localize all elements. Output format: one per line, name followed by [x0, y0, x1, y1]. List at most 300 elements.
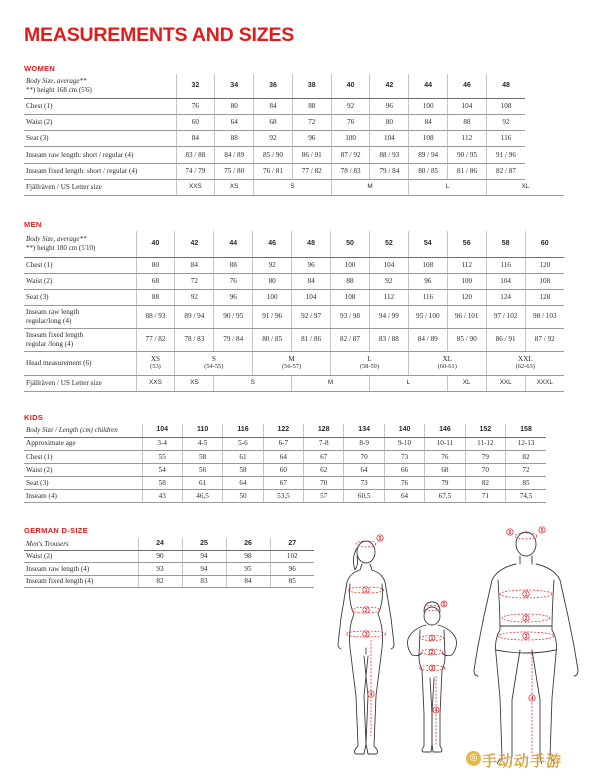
german-row-label: Inseam fixed length (4)	[24, 575, 138, 588]
men-cell: 112	[369, 289, 408, 305]
men-cell: 78 / 83	[175, 328, 214, 351]
women-cell: 81 / 86	[448, 163, 487, 179]
men-cell: 87 / 92	[525, 328, 564, 351]
marker-child-height	[441, 601, 447, 608]
men-head-cell	[331, 351, 409, 375]
women-header-row	[24, 74, 564, 98]
men-cell: 97 / 102	[486, 305, 525, 328]
men-cell: 116	[486, 257, 525, 273]
kids-cell: 64	[344, 463, 384, 476]
svg-text:3: 3	[364, 631, 368, 638]
german-cell: 95	[226, 563, 270, 576]
men-head-cell	[253, 351, 331, 375]
women-row	[24, 131, 564, 147]
men-size-header: 56	[447, 231, 486, 257]
men-cell: 88	[136, 289, 175, 305]
german-cell: 96	[270, 563, 314, 576]
page-title: MEASUREMENTS AND SIZES	[24, 24, 295, 46]
men-cell: 88	[214, 257, 253, 273]
german-size-header: 27	[270, 538, 314, 550]
men-cell: 83 / 88	[369, 328, 408, 351]
men-cell: 86 / 91	[486, 328, 525, 351]
svg-text:1: 1	[364, 587, 368, 594]
svg-text:4: 4	[530, 695, 534, 702]
german-size-header: 26	[226, 538, 270, 550]
men-head-range: (53)	[150, 363, 161, 370]
marker-woman-inseam	[368, 691, 374, 698]
women-cell: 80	[370, 114, 409, 130]
german-header-row	[24, 538, 314, 550]
men-row-label-line1: Inseam fixed length	[26, 331, 84, 339]
men-cell: 85 / 90	[447, 328, 486, 351]
women-header-line1: Body Size, average**	[26, 77, 87, 86]
men-size-header: 42	[175, 231, 214, 257]
kids-cell: 79	[465, 450, 505, 463]
german-cell: 85	[270, 575, 314, 588]
marker-man-seat	[523, 633, 529, 640]
women-cell: 84	[254, 98, 293, 114]
men-size-header: 58	[486, 231, 525, 257]
men-cell: 84 / 89	[408, 328, 447, 351]
kids-cell: 70	[465, 463, 505, 476]
men-row	[24, 273, 564, 289]
women-cell: 84 / 89	[215, 147, 254, 163]
men-letter-row	[24, 375, 564, 391]
body-measurement-figures	[330, 518, 588, 764]
german-row	[24, 550, 314, 563]
svg-text:6: 6	[508, 529, 512, 536]
kids-cell: 12-13	[506, 437, 546, 450]
men-cell: 90 / 95	[214, 305, 253, 328]
men-cell: 128	[525, 289, 564, 305]
kids-cell: 73	[344, 477, 384, 490]
kids-cell: 58	[223, 463, 263, 476]
kids-cell: 70	[304, 477, 344, 490]
women-cell: 100	[409, 98, 448, 114]
men-letter-cell: XXXL	[525, 375, 564, 391]
kids-cell: 62	[304, 463, 344, 476]
men-letter-cell: XL	[447, 375, 486, 391]
men-row	[24, 328, 564, 351]
men-cell: 84	[175, 257, 214, 273]
kids-size-header: 116	[223, 424, 263, 437]
kids-cell: 61	[182, 477, 222, 490]
women-cell: 68	[254, 114, 293, 130]
kids-cell: 55	[142, 450, 182, 463]
men-head-row	[24, 351, 564, 375]
kids-cell: 46,5	[182, 490, 222, 503]
men-head-size: XL	[442, 354, 453, 363]
women-cell: 104	[370, 131, 409, 147]
women-cell: 92	[486, 114, 525, 130]
women-cell: 87 / 92	[331, 147, 370, 163]
women-cell: 77 / 82	[292, 163, 331, 179]
kids-cell: 72	[506, 463, 546, 476]
women-letter-cell: M	[331, 179, 409, 195]
watermark: 手动动手游	[482, 752, 563, 770]
men-head-range: (58-59)	[359, 363, 380, 370]
women-row	[24, 114, 564, 130]
svg-text:2: 2	[524, 615, 528, 622]
women-cell: 76	[331, 114, 370, 130]
kids-cell: 43	[142, 490, 182, 503]
kids-cell: 74,5	[506, 490, 546, 503]
svg-text:5: 5	[540, 527, 544, 534]
kids-row-label: Approximate age	[24, 437, 142, 450]
kids-cell: 6-7	[263, 437, 303, 450]
marker-man-height	[539, 527, 545, 534]
men-cell: 124	[486, 289, 525, 305]
men-cell: 80	[253, 273, 292, 289]
kids-cell: 71	[465, 490, 505, 503]
kids-size-table	[24, 424, 546, 503]
kids-cell: 67	[263, 477, 303, 490]
kids-size-header: 104	[142, 424, 182, 437]
women-cell: 76 / 81	[254, 163, 293, 179]
women-row	[24, 163, 564, 179]
marker-woman-seat	[363, 631, 369, 638]
women-cell: 108	[486, 98, 525, 114]
men-letter-cell: S	[214, 375, 292, 391]
german-cell: 83	[182, 575, 226, 588]
men-cell: 82 / 87	[331, 328, 370, 351]
marker-child-waist	[429, 649, 435, 656]
kids-row-label: Chest (1)	[24, 450, 142, 463]
kids-size-header: 134	[344, 424, 384, 437]
women-cell: 86 / 91	[292, 147, 331, 163]
men-header-line2: **) height 180 cm (5'10)	[26, 243, 96, 252]
men-size-header: 60	[525, 231, 564, 257]
women-size-header: 32	[176, 74, 215, 98]
men-letter-cell: XXS	[136, 375, 175, 391]
women-cell: 72	[292, 114, 331, 130]
men-cell: 108	[408, 257, 447, 273]
men-cell: 92	[369, 273, 408, 289]
men-row-label-line1: Inseam raw length	[26, 308, 80, 316]
women-letter-label: Fjällräven / US Letter size	[24, 179, 176, 195]
marker-man-waist	[523, 615, 529, 622]
women-cell: 116	[486, 131, 525, 147]
men-letter-cell: L	[369, 375, 447, 391]
men-cell: 108	[525, 273, 564, 289]
kids-size-header: 140	[384, 424, 424, 437]
kids-row-label: Waist (2)	[24, 463, 142, 476]
men-cell: 76	[214, 273, 253, 289]
men-row-label	[24, 305, 136, 328]
german-header-label: Men's Trousers	[24, 538, 138, 550]
men-row	[24, 289, 564, 305]
german-cell: 90	[138, 550, 182, 563]
women-cell: 100	[331, 131, 370, 147]
men-cell: 88	[331, 273, 370, 289]
kids-row	[24, 450, 546, 463]
women-cell: 60	[176, 114, 215, 130]
men-size-header: 46	[253, 231, 292, 257]
women-cell: 78 / 83	[331, 163, 370, 179]
german-cell: 84	[226, 575, 270, 588]
men-cell: 77 / 82	[136, 328, 175, 351]
kids-row	[24, 463, 546, 476]
german-cell: 82	[138, 575, 182, 588]
men-size-header: 44	[214, 231, 253, 257]
men-row-label: Seat (3)	[24, 289, 136, 305]
kids-cell: 3-4	[142, 437, 182, 450]
men-size-header: 52	[369, 231, 408, 257]
women-cell: 80	[215, 98, 254, 114]
women-letter-cell: XXS	[176, 179, 215, 195]
men-head-size: M	[288, 354, 295, 363]
women-size-header: 34	[215, 74, 254, 98]
women-cell: 92	[331, 98, 370, 114]
women-letter-cell: XS	[215, 179, 254, 195]
men-cell: 81 / 86	[292, 328, 331, 351]
women-letter-cell: L	[409, 179, 487, 195]
men-letter-cell: M	[292, 375, 370, 391]
men-cell: 95 / 100	[408, 305, 447, 328]
women-cell: 88	[448, 114, 487, 130]
men-cell: 100	[253, 289, 292, 305]
men-header-row	[24, 231, 564, 257]
women-row-label: Inseam raw length: short / regular (4)	[24, 147, 176, 163]
men-cell: 98 / 103	[525, 305, 564, 328]
kids-cell: 67	[304, 450, 344, 463]
women-cell: 83 / 88	[176, 147, 215, 163]
men-size-header: 50	[331, 231, 370, 257]
men-cell: 120	[447, 289, 486, 305]
kids-cell: 68	[425, 463, 465, 476]
marker-woman-height	[377, 535, 383, 542]
kids-cell: 85	[506, 477, 546, 490]
german-cell: 98	[226, 550, 270, 563]
women-cell: 76	[176, 98, 215, 114]
german-row-label: Inseam raw length (4)	[24, 563, 138, 576]
men-header-line1: Body Size, average**	[26, 235, 87, 244]
marker-child-inseam	[433, 707, 439, 714]
kids-size-header: 146	[425, 424, 465, 437]
kids-size-header: 152	[465, 424, 505, 437]
men-cell: 94 / 99	[369, 305, 408, 328]
women-cell: 96	[292, 131, 331, 147]
watermark-badge-icon: ◎	[466, 751, 481, 766]
women-size-table	[24, 74, 564, 196]
men-size-table	[24, 231, 564, 392]
kids-cell: 58	[182, 450, 222, 463]
men-head-range: (62-63)	[515, 363, 535, 370]
women-letter-row	[24, 179, 564, 195]
women-cell: 85 / 90	[254, 147, 293, 163]
men-cell: 72	[175, 273, 214, 289]
kids-cell: 57	[304, 490, 344, 503]
women-cell: 84	[176, 131, 215, 147]
women-row-label: Waist (2)	[24, 114, 176, 130]
women-cell: 80 / 85	[409, 163, 448, 179]
german-cell: 94	[182, 563, 226, 576]
women-cell: 74 / 79	[176, 163, 215, 179]
kids-cell: 58	[142, 477, 182, 490]
german-row	[24, 575, 314, 588]
marker-man-head	[507, 529, 513, 536]
women-row	[24, 98, 564, 114]
men-size-header: 54	[408, 231, 447, 257]
women-header-line2: **) height 168 cm (5'6)	[26, 85, 92, 94]
women-size-header: 40	[331, 74, 370, 98]
german-cell: 93	[138, 563, 182, 576]
kids-size-header: 158	[506, 424, 546, 437]
men-cell: 84	[292, 273, 331, 289]
women-size-header: 46	[448, 74, 487, 98]
men-cell: 100	[331, 257, 370, 273]
svg-text:3: 3	[430, 665, 434, 672]
section-title-german: GERMAN D-SIZE	[24, 526, 88, 535]
women-cell: 90 / 95	[448, 147, 487, 163]
women-row-label: Chest (1)	[24, 98, 176, 114]
men-cell: 68	[136, 273, 175, 289]
kids-cell: 70	[344, 450, 384, 463]
section-title-men: MEN	[24, 220, 42, 229]
child-figure	[408, 602, 457, 752]
men-cell: 92	[175, 289, 214, 305]
men-cell: 93 / 98	[331, 305, 370, 328]
men-head-range: (60-61)	[437, 363, 457, 370]
woman-figure	[338, 541, 394, 754]
women-cell: 89 / 94	[409, 147, 448, 163]
men-row-label	[24, 328, 136, 351]
men-row-label-line2: regular/long (4)	[26, 316, 72, 325]
men-cell: 91 / 96	[253, 305, 292, 328]
women-cell: 88	[215, 131, 254, 147]
men-row-label: Waist (2)	[24, 273, 136, 289]
men-row-label: Chest (1)	[24, 257, 136, 273]
kids-cell: 56	[182, 463, 222, 476]
kids-cell: 73	[384, 450, 424, 463]
kids-header-row	[24, 424, 546, 437]
kids-row	[24, 437, 546, 450]
men-cell: 104	[292, 289, 331, 305]
women-row-label: Seat (3)	[24, 131, 176, 147]
women-row	[24, 147, 564, 163]
german-size-header: 25	[182, 538, 226, 550]
men-cell: 92 / 97	[292, 305, 331, 328]
svg-text:4: 4	[369, 691, 373, 698]
kids-cell: 82	[506, 450, 546, 463]
svg-text:2: 2	[364, 607, 368, 614]
kids-cell: 64	[384, 490, 424, 503]
kids-cell: 76	[384, 477, 424, 490]
women-cell: 75 / 80	[215, 163, 254, 179]
men-header-label	[24, 231, 136, 257]
svg-text:4: 4	[434, 707, 438, 714]
kids-row	[24, 477, 546, 490]
men-letter-label: Fjällräven / US Letter size	[24, 375, 136, 391]
kids-cell: 67,5	[425, 490, 465, 503]
kids-cell: 79	[425, 477, 465, 490]
kids-cell: 11-12	[465, 437, 505, 450]
men-letter-cell: XXL	[486, 375, 525, 391]
men-head-size: XS	[150, 354, 161, 363]
men-cell: 116	[408, 289, 447, 305]
men-head-cell	[175, 351, 253, 375]
men-head-range: (56-57)	[282, 363, 302, 370]
men-cell: 96	[214, 289, 253, 305]
men-size-header: 48	[292, 231, 331, 257]
svg-text:3: 3	[524, 633, 528, 640]
men-head-size: L	[367, 354, 372, 363]
men-cell: 96 / 101	[447, 305, 486, 328]
men-cell: 92	[253, 257, 292, 273]
women-cell: 88 / 93	[370, 147, 409, 163]
men-cell: 88 / 93	[136, 305, 175, 328]
men-cell: 112	[447, 257, 486, 273]
german-size-table	[24, 538, 314, 588]
women-cell: 108	[409, 131, 448, 147]
kids-cell: 54	[142, 463, 182, 476]
svg-text:2: 2	[430, 649, 434, 656]
marker-woman-waist	[363, 607, 369, 614]
men-head-size: S	[211, 354, 216, 363]
women-size-header: 36	[254, 74, 293, 98]
women-cell: 92	[254, 131, 293, 147]
men-size-header: 40	[136, 231, 175, 257]
german-cell: 94	[182, 550, 226, 563]
kids-size-header: 128	[304, 424, 344, 437]
kids-row-label: Inseam (4)	[24, 490, 142, 503]
men-head-range: (54-55)	[204, 363, 224, 370]
men-head-label: Head measurement (6)	[24, 351, 136, 375]
men-head-cell	[136, 351, 175, 375]
women-cell: 104	[448, 98, 487, 114]
kids-cell: 53,5	[263, 490, 303, 503]
kids-cell: 82	[465, 477, 505, 490]
men-head-cell	[408, 351, 486, 375]
women-cell: 79 / 84	[370, 163, 409, 179]
section-title-women: WOMEN	[24, 64, 56, 73]
women-cell: 88	[292, 98, 331, 114]
section-title-kids: KIDS	[24, 413, 44, 422]
kids-cell: 10-11	[425, 437, 465, 450]
men-letter-cell: XS	[175, 375, 214, 391]
kids-cell: 8-9	[344, 437, 384, 450]
men-cell: 80 / 85	[253, 328, 292, 351]
men-cell: 96	[292, 257, 331, 273]
women-cell: 96	[370, 98, 409, 114]
women-size-header: 38	[292, 74, 331, 98]
men-cell: 80	[136, 257, 175, 273]
man-figure	[474, 529, 578, 764]
men-row	[24, 257, 564, 273]
men-head-cell	[486, 351, 564, 375]
women-letter-cell: XL	[486, 179, 564, 195]
marker-man-chest	[523, 591, 529, 598]
women-size-header: 44	[409, 74, 448, 98]
kids-row	[24, 490, 546, 503]
women-letter-cell: S	[254, 179, 332, 195]
women-cell: 91 / 96	[486, 147, 525, 163]
kids-cell: 76	[425, 450, 465, 463]
svg-text:1: 1	[430, 635, 434, 642]
kids-cell: 7-8	[304, 437, 344, 450]
men-cell: 108	[331, 289, 370, 305]
kids-cell: 61	[223, 450, 263, 463]
women-cell: 64	[215, 114, 254, 130]
kids-cell: 64	[263, 450, 303, 463]
kids-cell: 5-6	[223, 437, 263, 450]
kids-cell: 4-5	[182, 437, 222, 450]
women-size-header: 42	[370, 74, 409, 98]
men-cell: 104	[369, 257, 408, 273]
men-row-label-line2: regular /long (4)	[26, 339, 74, 348]
kids-cell: 60,5	[344, 490, 384, 503]
kids-cell: 9-10	[384, 437, 424, 450]
